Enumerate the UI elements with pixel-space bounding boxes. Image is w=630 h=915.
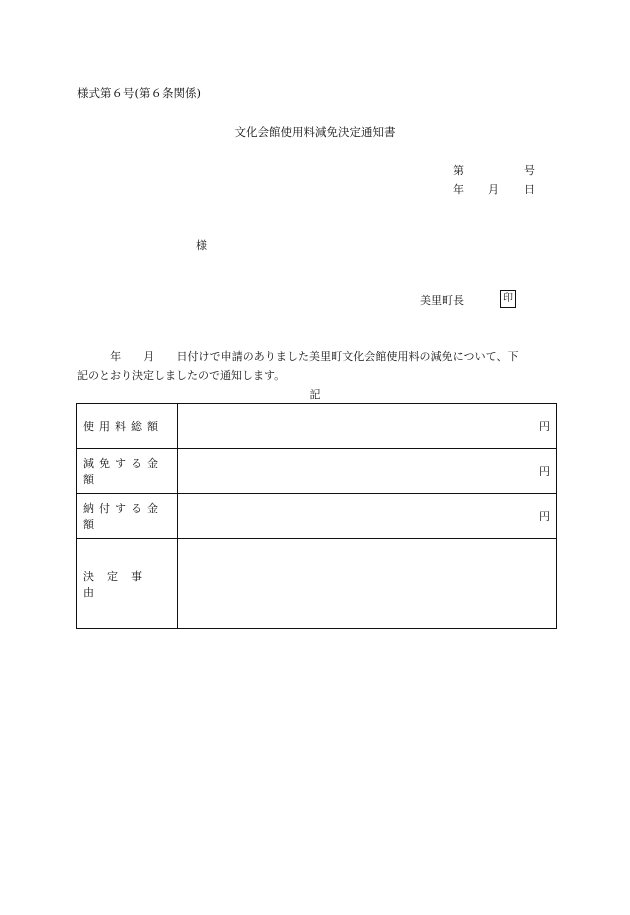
ki-heading: 記: [309, 388, 321, 401]
seal-stamp: 印: [500, 290, 516, 308]
form-number: 様式第６号(第６条関係): [77, 86, 201, 100]
date-day-label: 日: [524, 183, 535, 196]
summary-table: [76, 403, 557, 629]
table-row-payment: [77, 494, 557, 539]
table-row-exemption: [77, 449, 557, 494]
total-fee-label: 使用料総額: [77, 404, 178, 449]
recipient-honorific: 様: [196, 239, 207, 252]
doc-number-prefix: 第: [453, 164, 464, 177]
body-text-line2: 記のとおり決定しましたので通知します。: [77, 369, 286, 382]
table-row-reason: [77, 539, 557, 629]
table-row-total-fee: [77, 404, 557, 449]
doc-number-suffix: 号: [524, 164, 535, 177]
exemption-amount-value: 円: [178, 449, 557, 494]
payment-amount-value: 円: [178, 494, 557, 539]
total-fee-value: 円: [178, 404, 557, 449]
payment-amount-label: 納付する金額: [77, 494, 178, 539]
exemption-amount-label: 減免する金額: [77, 449, 178, 494]
decision-reason-value: [178, 539, 557, 629]
body-text-line1: 年 月 日付けで申請のありました美里町文化会館使用料の減免について、下: [77, 350, 519, 363]
date-year-label: 年: [453, 183, 464, 196]
date-month-label: 月: [488, 183, 499, 196]
document-title: 文化会館使用料減免決定通知書: [234, 125, 396, 139]
decision-reason-label: 決定事由: [77, 539, 178, 629]
issuer-name: 美里町長: [420, 294, 464, 307]
